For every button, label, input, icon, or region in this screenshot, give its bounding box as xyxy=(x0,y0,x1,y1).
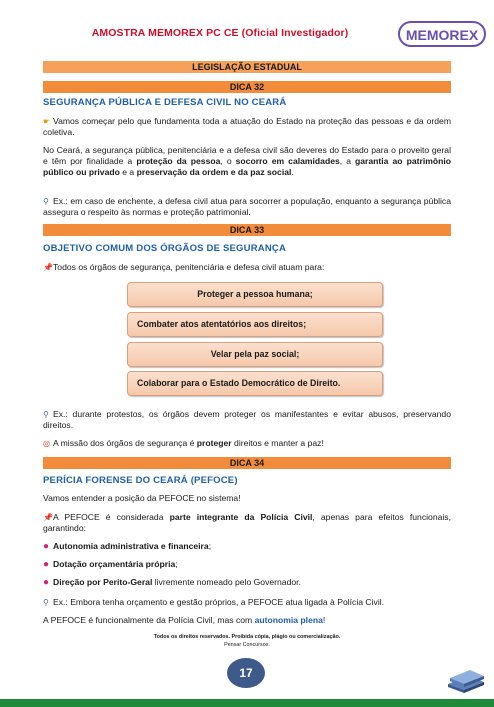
books-icon xyxy=(446,664,486,694)
list-item: ● Autonomia administrativa e financeira; xyxy=(43,541,212,552)
section-band-legislacao: LEGISLAÇÃO ESTADUAL xyxy=(43,61,451,73)
page-header-title: AMOSTRA MEMOREX PC CE (Oficial Investigador) xyxy=(91,27,349,39)
dica-33-example: ⚲ Ex.: durante protestos, os órgãos devem proteger os manifestantes e evitar abusos, preservando direitos. xyxy=(43,409,451,430)
dica-34-example: ⚲ Ex.: Embora tenha orçamento e gestão próprios, a PEFOCE atua ligada à Polícia Civil. xyxy=(43,597,385,607)
dica-34-band: DICA 34 xyxy=(43,457,451,469)
logo-text: MEMOREX xyxy=(405,27,479,43)
bullet-icon: ● xyxy=(43,577,50,588)
list-item: ● Dotação orçamentária própria; xyxy=(43,559,178,570)
dica-34-intro: Vamos entender a posição da PEFOCE no sistema! xyxy=(43,493,241,503)
copyright-notice: Todos os direitos reservados. Proibida cópia, plágio ou comercialização. xyxy=(153,634,341,640)
dica-33-heading: OBJETIVO COMUM DOS ÓRGÃOS DE SEGURANÇA xyxy=(43,243,287,254)
footer-brand: Pensar Concursos. xyxy=(224,642,270,648)
magnifier-icon: ⚲ xyxy=(43,598,49,607)
dica-34-paragraph: 📌A PEFOCE é considerada parte integrante da Polícia Civil, apenas para efeitos funcionais, garantindo: xyxy=(43,512,451,533)
bullet-icon: ● xyxy=(43,559,50,570)
objective-box: Combater atos atentatórios aos direitos; xyxy=(127,312,383,337)
dica-32-example: ⚲ Ex.: em caso de enchente, a defesa civil atua para socorrer a população, enquanto a segurança pública assegura o respeito às normas e proteção patrimonial. xyxy=(43,196,451,217)
pushpin-icon: 📌 xyxy=(43,263,53,272)
magnifier-icon: ⚲ xyxy=(43,410,49,419)
dica-32-intro: ☛ Vamos começar pelo que fundamenta toda a atuação do Estado na proteção das pessoas e da ordem coletiva. xyxy=(43,116,451,137)
objective-box: Proteger a pessoa humana; xyxy=(127,282,383,307)
bullet-icon: ● xyxy=(43,541,50,552)
dica-32-band: DICA 32 xyxy=(43,81,451,93)
memorex-logo xyxy=(398,16,486,52)
list-item: ● Direção por Perito-Geral livremente nomeado pelo Governador. xyxy=(43,577,301,588)
pushpin-icon: 📌 xyxy=(43,513,53,522)
dica-32-heading: SEGURANÇA PÚBLICA E DEFESA CIVIL NO CEARÁ xyxy=(43,97,287,108)
dica-33-intro: 📌Todos os órgãos de segurança, penitenciária e defesa civil atuam para: xyxy=(43,262,325,272)
dica-32-paragraph: No Ceará, a segurança pública, penitenciária e a defesa civil são deveres do Estado para o proveito geral e têm por finalidade a proteção da pessoa, o socorro em calamidades, a garantia ao patrimônio público ou privado e a preservação da ordem e da paz social. xyxy=(43,145,451,177)
magnifier-icon: ⚲ xyxy=(43,197,49,206)
pointing-hand-icon: ☛ xyxy=(43,117,51,126)
target-icon: ◎ xyxy=(43,439,50,448)
objective-box: Colaborar para o Estado Democrático de Direito. xyxy=(127,371,383,396)
bottom-color-bar xyxy=(0,699,494,707)
page-number: 17 xyxy=(227,658,265,688)
objective-box: Velar pela paz social; xyxy=(127,342,383,367)
dica-34-closing: A PEFOCE é funcionalmente da Polícia Civil, mas com autonomia plena! xyxy=(43,615,326,625)
dica-33-band: DICA 33 xyxy=(43,224,451,236)
dica-33-mission: ◎ A missão dos órgãos de segurança é proteger direitos e manter a paz! xyxy=(43,438,324,448)
dica-34-heading: PERÍCIA FORENSE DO CEARÁ (PEFOCE) xyxy=(43,475,238,486)
